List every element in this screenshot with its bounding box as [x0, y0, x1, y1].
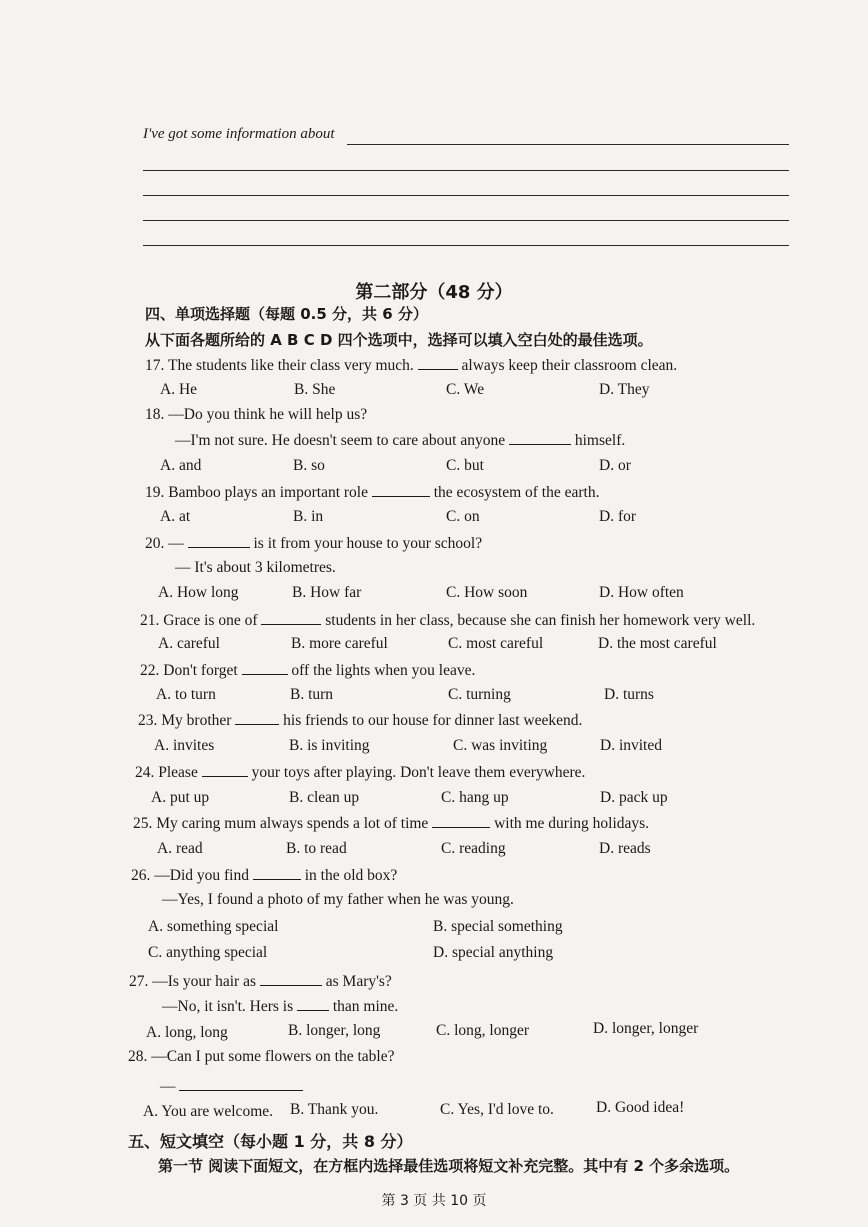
option-b[interactable]: B. more careful [291, 635, 388, 652]
option-d[interactable]: D. turns [604, 686, 654, 703]
section-subtitle: 第一节 阅读下面短文，在方框内选择最佳选项将短文补充完整。其中有 2 个多余选项。 [158, 1157, 740, 1175]
option-c[interactable]: C. anything special [148, 944, 268, 961]
option-b[interactable]: B. clean up [289, 789, 360, 806]
answer-blank[interactable] [297, 996, 329, 1011]
question-text: off the lights when you leave. [291, 662, 476, 679]
writing-prompt: I've got some information about [143, 126, 335, 142]
answer-blank[interactable] [179, 1076, 303, 1091]
writing-line [143, 195, 789, 196]
answer-blank[interactable] [253, 865, 301, 880]
section-title: 四、单项选择题（每题 0.5 分，共 6 分） [145, 305, 428, 323]
question-text: 25. My caring mum always spends a lot of time [133, 815, 429, 832]
question-27-reply [162, 996, 398, 1016]
option-c[interactable]: C. We [446, 381, 485, 398]
question-text: 22. Don't forget [140, 662, 238, 679]
option-c[interactable]: C. was inviting [453, 737, 548, 754]
answer-blank[interactable] [261, 610, 321, 625]
option-d[interactable]: D. pack up [600, 789, 668, 806]
option-c[interactable]: C. but [446, 457, 484, 474]
answer-blank[interactable] [242, 660, 288, 675]
writing-line [143, 170, 789, 171]
option-d[interactable]: D. or [599, 457, 631, 474]
option-a[interactable]: A. at [160, 508, 191, 525]
question-text: —No, it isn't. Hers is [162, 998, 294, 1015]
question-text: the ecosystem of the earth. [433, 484, 600, 501]
option-b[interactable]: B. How far [292, 584, 362, 601]
writing-line [347, 144, 789, 145]
option-a[interactable]: A. to turn [156, 686, 216, 703]
question-23 [138, 710, 582, 730]
answer-blank[interactable] [418, 355, 458, 370]
option-d[interactable]: D. longer, longer [593, 1020, 699, 1037]
question-26-reply: —Yes, I found a photo of my father when he was young. [162, 891, 514, 908]
option-b[interactable]: B. Thank you. [290, 1101, 379, 1118]
option-a[interactable]: A. careful [158, 635, 220, 652]
question-27 [129, 971, 392, 991]
question-text: your toys after playing. Don't leave them everywhere. [251, 764, 586, 781]
question-text: always keep their classroom clean. [461, 357, 678, 374]
question-24 [135, 762, 585, 782]
option-b[interactable]: B. special something [433, 918, 563, 935]
option-d[interactable]: D. reads [599, 840, 651, 857]
option-d[interactable]: D. invited [600, 737, 662, 754]
option-d[interactable]: D. special anything [433, 944, 554, 961]
option-d[interactable]: D. the most careful [598, 635, 717, 652]
option-c[interactable]: C. hang up [441, 789, 509, 806]
question-text: his friends to our house for dinner last weekend. [283, 712, 583, 729]
option-a[interactable]: A. You are welcome. [143, 1103, 274, 1120]
question-text: himself. [574, 432, 626, 449]
section-title: 五、短文填空（每小题 1 分，共 8 分） [128, 1132, 413, 1151]
question-text: with me during holidays. [494, 815, 650, 832]
question-text: is it from your house to your school? [253, 535, 483, 552]
option-b[interactable]: B. is inviting [289, 737, 370, 754]
option-c[interactable]: C. long, longer [436, 1022, 529, 1039]
option-b[interactable]: B. longer, long [288, 1022, 381, 1039]
question-17 [145, 355, 677, 375]
question-26 [131, 865, 397, 885]
question-21 [140, 610, 755, 630]
option-d[interactable]: D. Good idea! [596, 1099, 685, 1116]
question-text: 23. My brother [138, 712, 232, 729]
question-text: 21. Grace is one of [140, 612, 258, 629]
option-d[interactable]: D. for [599, 508, 637, 525]
option-b[interactable]: B. so [293, 457, 325, 474]
answer-blank[interactable] [260, 971, 322, 986]
answer-blank[interactable] [235, 710, 279, 725]
answer-blank[interactable] [432, 813, 490, 828]
question-25 [133, 813, 649, 833]
question-text: 24. Please [135, 764, 198, 781]
question-22 [140, 660, 475, 680]
question-text: in the old box? [304, 867, 398, 884]
question-19 [145, 482, 599, 502]
writing-line [143, 220, 789, 221]
writing-line [143, 245, 789, 246]
option-c[interactable]: C. How soon [446, 584, 528, 601]
question-18: 18. —Do you think he will help us? [145, 406, 368, 423]
question-20 [145, 533, 482, 553]
option-a[interactable]: A. something special [148, 918, 279, 935]
option-a[interactable]: A. How long [158, 584, 239, 601]
question-text: as Mary's? [325, 973, 392, 990]
question-20-reply: — It's about 3 kilometres. [175, 559, 336, 576]
option-b[interactable]: B. She [294, 381, 336, 398]
answer-blank[interactable] [509, 430, 571, 445]
option-b[interactable]: B. to read [286, 840, 347, 857]
option-a[interactable]: A. read [157, 840, 203, 857]
option-c[interactable]: C. turning [448, 686, 511, 703]
question-18-reply [175, 430, 625, 450]
answer-blank[interactable] [188, 533, 250, 548]
question-text: 19. Bamboo plays an important role [145, 484, 368, 501]
question-text: 26. —Did you find [131, 867, 249, 884]
question-28-reply [160, 1076, 303, 1096]
question-text: 27. —Is your hair as [129, 973, 256, 990]
option-a[interactable]: A. long, long [146, 1024, 228, 1041]
option-d[interactable]: D. They [599, 381, 650, 398]
part-title: 第二部分（48 分） [355, 282, 513, 303]
question-text: 17. The students like their class very much. [145, 357, 414, 374]
page-number: 第 3 页 共 10 页 [381, 1193, 487, 1209]
option-a[interactable]: A. and [160, 457, 202, 474]
option-b[interactable]: B. turn [290, 686, 334, 703]
question-28: 28. —Can I put some flowers on the table? [128, 1048, 395, 1065]
option-c[interactable]: C. on [446, 508, 480, 525]
question-text: —I'm not sure. He doesn't seem to care about anyone [175, 432, 506, 449]
option-a[interactable]: A. He [160, 381, 198, 398]
option-c[interactable]: C. most careful [448, 635, 544, 652]
section-instruction: 从下面各题所给的 A B C D 四个选项中，选择可以填入空白处的最佳选项。 [145, 331, 653, 349]
option-b[interactable]: B. in [293, 508, 324, 525]
option-d[interactable]: D. How often [599, 584, 684, 601]
option-c[interactable]: C. reading [441, 840, 506, 857]
question-text: — [160, 1078, 176, 1095]
option-a[interactable]: A. invites [154, 737, 215, 754]
question-text: students in her class, because she can finish her homework very well. [325, 612, 756, 629]
answer-blank[interactable] [372, 482, 430, 497]
option-a[interactable]: A. put up [151, 789, 210, 806]
option-c[interactable]: C. Yes, I'd love to. [440, 1101, 554, 1118]
answer-blank[interactable] [202, 762, 248, 777]
question-text: 20. — [145, 535, 184, 552]
question-text: than mine. [332, 998, 399, 1015]
